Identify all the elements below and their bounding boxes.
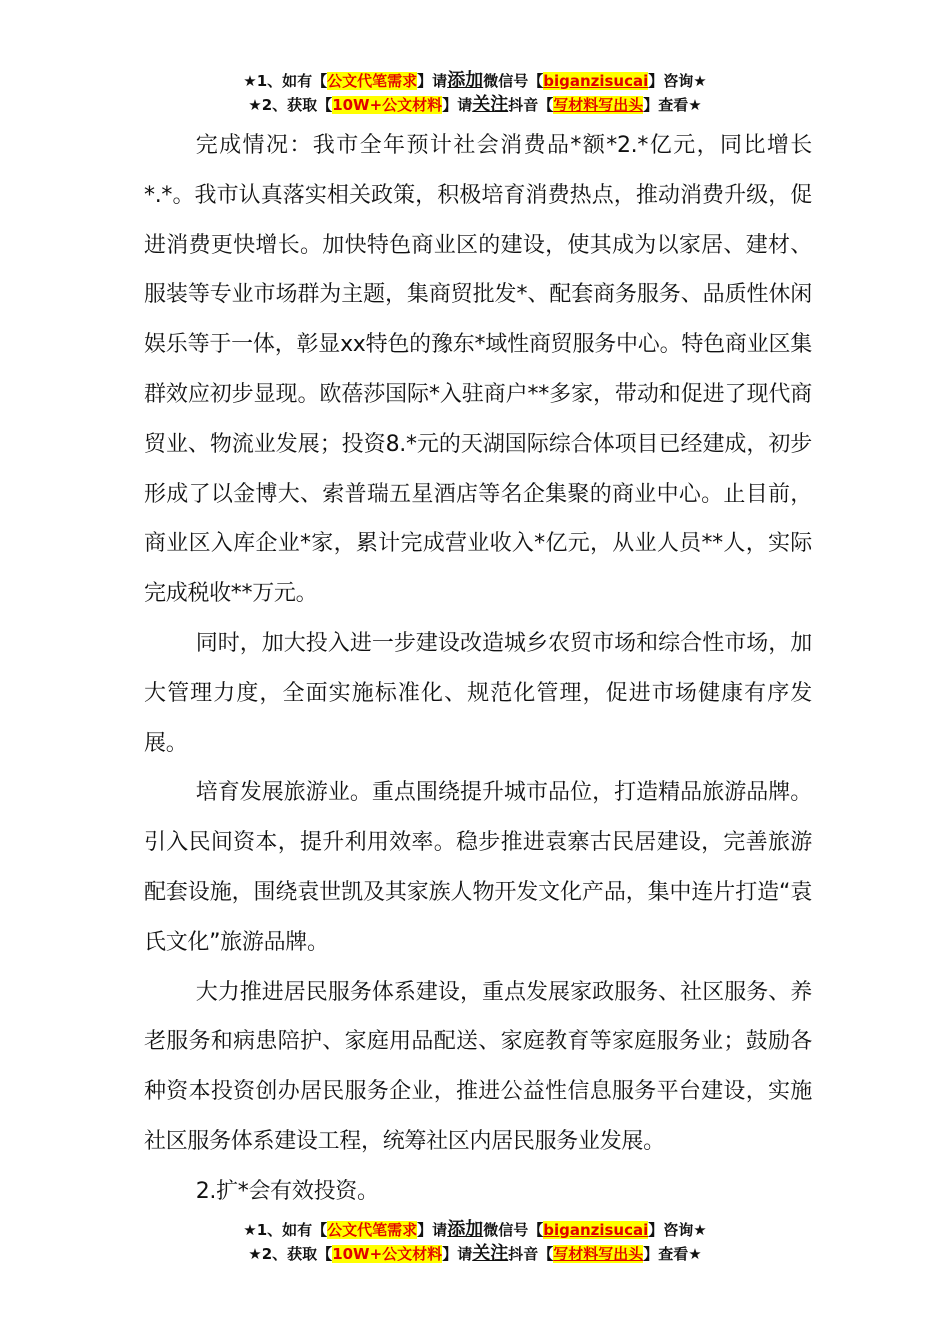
banner-text: 微信号【 — [483, 1221, 544, 1239]
emphasis-text: 添加 — [447, 1219, 484, 1240]
banner-text: 】查看★ — [643, 1245, 702, 1263]
wechat-id: biganzisucai — [543, 72, 649, 90]
highlight-text: 公文代笔需求 — [327, 1221, 418, 1239]
banner-text: 抖音【 — [508, 1245, 554, 1263]
document-body — [144, 121, 812, 1217]
emphasis-text: 添加 — [447, 70, 484, 91]
douyin-id: 写材料写出头 — [553, 1245, 644, 1263]
banner-text: 】请 — [442, 96, 473, 114]
highlight-text: 公文代笔需求 — [327, 72, 418, 90]
paragraph: 完成情况：我市全年预计社会消费品*额*2.*亿元，同比增长*.*。我市认真落实相关政策，积极培育消费热点，推动消费升级，促进消费更快增长。加快特色商业区的建设，使其成为以家居、建材、服装等专业市场群为主题，集商贸批发*、配套商务服务、品质性休闲娱乐等于一体，彰显xx特色的豫东*域性商贸服务中心。特色商业区集群效应初步显现。欧蓓莎国际*入驻商户**多家，带动和促进了现代商贸业、物流业发展；投资8.*元的天湖国际综合体项目已经建成，初步形成了以金博大、索普瑞五星酒店等名企集聚的商业中心。止目前，商业区入库企业*家，累计完成营业收入*亿元，从业人员**人，实际完成税收**万元。 — [144, 133, 812, 607]
banner-text: ★1、如有【 — [243, 72, 328, 90]
paragraph: 大力推进居民服务体系建设，重点发展家政服务、社区服务、养老服务和病患陪护、家庭用品配送、家庭教育等家庭服务业；鼓励各种资本投资创办居民服务企业，推进公益性信息服务平台建设，实施社区服务体系建设工程，统筹社区内居民服务业发展。 — [144, 979, 812, 1154]
banner-text: 】咨询★ — [648, 72, 707, 90]
banner-line-1 — [0, 1218, 950, 1242]
header-banner — [0, 69, 950, 117]
banner-text: ★2、获取【 — [248, 1245, 333, 1263]
banner-line-2 — [0, 93, 950, 117]
banner-text: 微信号【 — [483, 72, 544, 90]
banner-line-2 — [0, 1242, 950, 1266]
banner-text: 】请 — [417, 72, 448, 90]
wechat-id: biganzisucai — [543, 1221, 649, 1239]
banner-text: 】请 — [442, 1245, 473, 1263]
emphasis-text: 关注 — [472, 1243, 509, 1264]
banner-text: 】请 — [417, 1221, 448, 1239]
banner-text: 】查看★ — [643, 96, 702, 114]
highlight-text: 10W+公文材料 — [332, 1245, 443, 1263]
banner-text: ★2、获取【 — [248, 96, 333, 114]
emphasis-text: 关注 — [472, 94, 509, 115]
banner-text: 抖音【 — [508, 96, 554, 114]
banner-line-1 — [0, 69, 950, 93]
banner-text: 】咨询★ — [648, 1221, 707, 1239]
douyin-id: 写材料写出头 — [553, 96, 644, 114]
footer-banner — [0, 1218, 950, 1266]
paragraph: 同时，加大投入进一步建设改造城乡农贸市场和综合性市场，加大管理力度，全面实施标准化、规范化管理，促进市场健康有序发展。 — [144, 630, 812, 756]
paragraph: 2.扩*会有效投资。 — [195, 1178, 379, 1204]
paragraph: 培育发展旅游业。重点围绕提升城市品位，打造精品旅游品牌。引入民间资本，提升利用效率。稳步推进袁寨古民居建设，完善旅游配套设施，围绕袁世凯及其家族人物开发文化产品，集中连片打造“袁氏文化”旅游品牌。 — [144, 780, 812, 955]
banner-text: ★1、如有【 — [243, 1221, 328, 1239]
highlight-text: 10W+公文材料 — [332, 96, 443, 114]
